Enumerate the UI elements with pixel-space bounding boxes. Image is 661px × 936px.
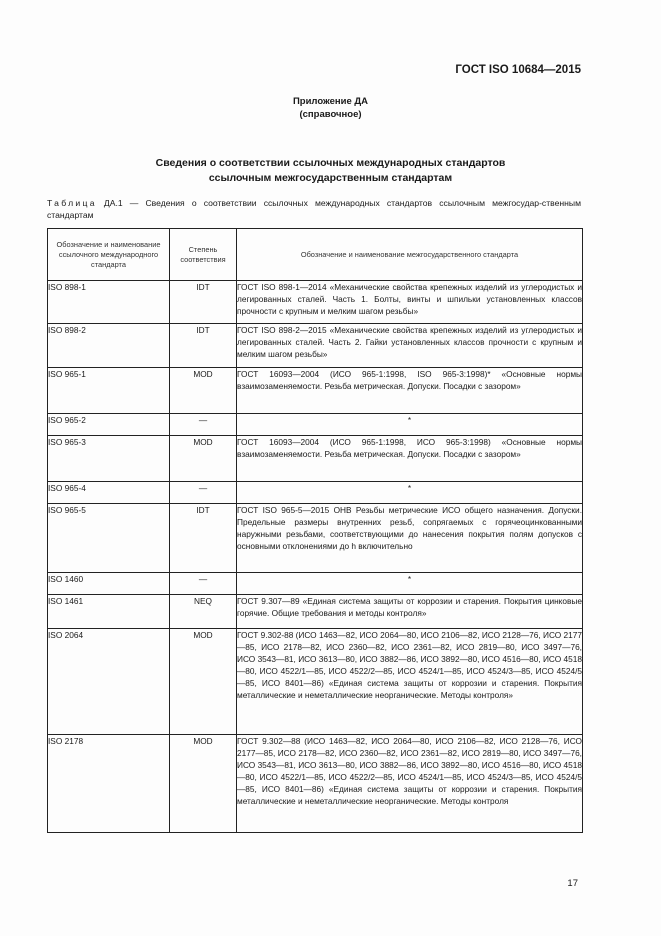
- row-code: ISO 965-3: [48, 436, 170, 482]
- row-standard: ГОСТ 16093—2004 (ИСО 965-1:1998, ИСО 965-3:1998) «Основные нормы взаимозаменяемости. Резьба метрическая. Допуски. Посадки с зазором»: [237, 436, 583, 482]
- table-caption-label: Таблица: [47, 198, 97, 208]
- row-code: ISO 965-1: [48, 368, 170, 414]
- table-row: [48, 595, 583, 629]
- row-standard: ГОСТ 9.302-88 (ИСО 1463—82, ИСО 2064—80, ИСО 2106—82, ИСО 2128—76, ИСО 2177—85, ИСО 2178—82, ИСО 2360—82, ИСО 2361—82, ИСО 2819—80, ИСО 3497—76, ИСО 3543—81, ИСО 3613—80, ИСО 3882—86, ИСО 3892—80, ИСО 4516—80, ИСО 4518—80, ИСО 4522/1—85, ИСО 4522/2—85, ИСО 4524/1—85, ИСО 4524/3—85, ИСО 4524/5—85, ИСО 8401—86) «Единая система защиты от коррозии и старения. Покрытия металлические и неметаллические неорганические. Методы контроля»: [237, 629, 583, 735]
- appendix-title: Приложение ДА: [292, 96, 369, 107]
- row-standard: *: [237, 573, 583, 595]
- table-header-row: [48, 229, 583, 281]
- row-degree: IDT: [170, 281, 237, 324]
- row-standard: ГОСТ 9.307—89 «Единая система защиты от коррозии и старения. Покрытия цинковые горячие. Общие требования и методы контроля»: [237, 595, 583, 629]
- row-standard: ГОСТ 16093—2004 (ИСО 965-1:1998, ISO 965-3:1998)* «Основные нормы взаимозаменяемости. Резьба метрическая. Допуски. Посадки с зазором»: [237, 368, 583, 414]
- header-international-standard: Обозначение и наименование ссылочного международного стандарта: [48, 229, 170, 281]
- row-code: ISO 965-4: [48, 482, 170, 504]
- table-row: [48, 414, 583, 436]
- row-standard: ГОСТ ISO 898-2—2015 «Механические свойства крепежных изделий из углеродистых и легированных сталей. Часть 2. Гайки установленных классов прочности с крупным и мелким шагом резьбы»: [237, 324, 583, 368]
- row-degree: MOD: [170, 629, 237, 735]
- row-code: ISO 965-2: [48, 414, 170, 436]
- row-degree: MOD: [170, 368, 237, 414]
- row-code: ISO 2178: [48, 735, 170, 833]
- row-degree: —: [170, 482, 237, 504]
- table-caption: [47, 197, 581, 221]
- row-standard: ГОСТ 9.302—88 (ИСО 1463—82, ИСО 2064—80, ИСО 2106—82, ИСО 2128—76, ИСО 2177—85, ИСО 2178—82, ИСО 2360—82, ИСО 2361—82, ИСО 2819—80, ИСО 3497—76, ИСО 3543—81, ИСО 3613—80, ИСО 3882—86, ИСО 3892—80, ИСО 4516—80, ИСО 4518—80, ИСО 4522/1—85, ИСО 4522/2—85, ИСО 4524/1—85, ИСО 4524/3—85, ИСО 4524/5—85, ИСО 8401—86) «Единая система защиты от коррозии и старения. Покрытия металлические и неметаллические неорганические. Методы контроля: [237, 735, 583, 833]
- standard-designation: ГОСТ ISO 10684—2015: [455, 64, 581, 76]
- table-caption-text: ДА.1 — Сведения о соответствии ссылочных международных стандартов ссылочным межгосудар-ственным стандартам: [47, 198, 581, 220]
- row-degree: MOD: [170, 735, 237, 833]
- table-row: [48, 735, 583, 833]
- table-row: [48, 504, 583, 573]
- row-code: ISO 898-1: [48, 281, 170, 324]
- table-row: [48, 573, 583, 595]
- table-row: [48, 482, 583, 504]
- row-code: ISO 965-5: [48, 504, 170, 573]
- table-row: [48, 324, 583, 368]
- table-row: [48, 281, 583, 324]
- table-row: [48, 436, 583, 482]
- appendix-heading: [0, 95, 661, 121]
- row-standard: *: [237, 414, 583, 436]
- row-standard: ГОСТ ISO 965-5—2015 ОНВ Резьбы метрические ИСО общего назначения. Допуски. Предельные размеры внутренних резьб, сопрягаемых с горячеоцинкованными наружными резьбами, соответствующими до нанесения покрытия полям допусков с основными отклонениями до h включительно: [237, 504, 583, 573]
- row-degree: IDT: [170, 504, 237, 573]
- section-title: [0, 156, 661, 186]
- row-code: ISO 898-2: [48, 324, 170, 368]
- row-standard: ГОСТ ISO 898-1—2014 «Механические свойства крепежных изделий из углеродистых и легированных сталей. Часть 1. Болты, винты и шпильки установленных классов прочности с крупным и мелким шагом резьбы»: [237, 281, 583, 324]
- table-row: [48, 368, 583, 414]
- section-title-line-2: ссылочным межгосударственным стандартам: [208, 172, 453, 184]
- appendix-subtitle: (справочное): [299, 109, 362, 120]
- row-degree: NEQ: [170, 595, 237, 629]
- row-code: ISO 2064: [48, 629, 170, 735]
- header-degree: Степень соответствия: [170, 229, 237, 281]
- row-degree: —: [170, 414, 237, 436]
- header-interstate-standard: Обозначение и наименование межгосударственного стандарта: [237, 229, 583, 281]
- row-degree: —: [170, 573, 237, 595]
- standards-correspondence-table: [47, 228, 583, 833]
- row-code: ISO 1461: [48, 595, 170, 629]
- page-number: 17: [567, 878, 578, 889]
- row-degree: MOD: [170, 436, 237, 482]
- table-row: [48, 629, 583, 735]
- section-title-line-1: Сведения о соответствии ссылочных международных стандартов: [155, 157, 506, 169]
- row-degree: IDT: [170, 324, 237, 368]
- row-standard: *: [237, 482, 583, 504]
- row-code: ISO 1460: [48, 573, 170, 595]
